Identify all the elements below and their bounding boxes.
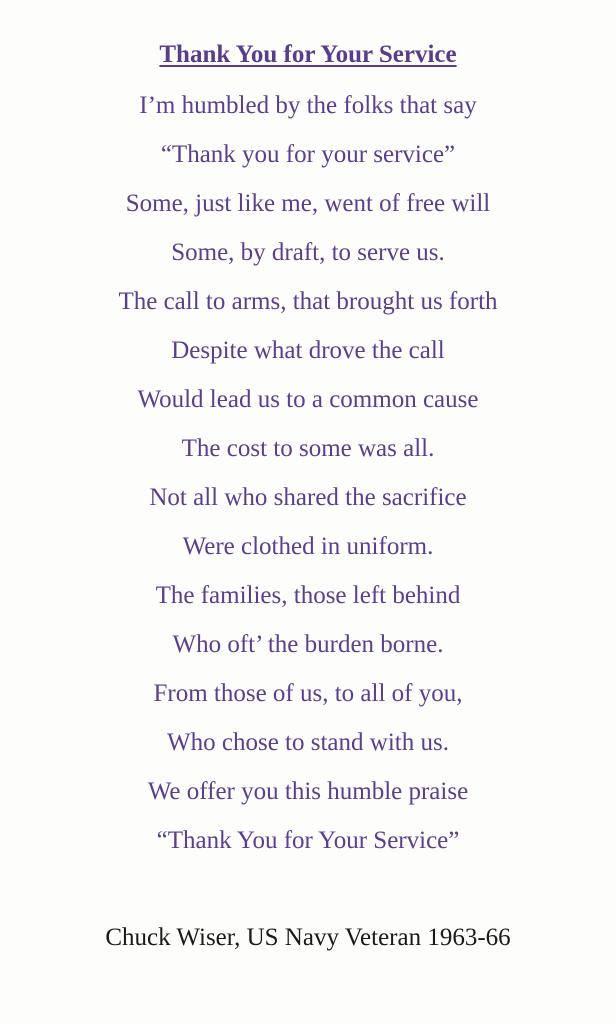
poem-line: The call to arms, that brought us forth bbox=[118, 288, 498, 315]
poem-line: Some, by draft, to serve us. bbox=[171, 239, 445, 266]
poem-line: “Thank you for your service” bbox=[160, 141, 456, 168]
poem-line: Despite what drove the call bbox=[171, 337, 445, 364]
poem-line: “Thank You for Your Service” bbox=[156, 827, 460, 854]
poem-line: Not all who shared the sacrifice bbox=[149, 484, 467, 511]
poem-title: Thank You for Your Service bbox=[159, 41, 457, 68]
poem-line: Would lead us to a common cause bbox=[137, 386, 479, 413]
poem-line: We offer you this humble praise bbox=[147, 778, 469, 805]
poem-body bbox=[0, 86, 616, 870]
poem-line: Who oft’ the burden borne. bbox=[172, 631, 444, 658]
poem-line: I’m humbled by the folks that say bbox=[139, 92, 477, 119]
poem-line: The cost to some was all. bbox=[181, 435, 435, 462]
poem-line: The families, those left behind bbox=[155, 582, 461, 609]
poem-line: Were clothed in uniform. bbox=[182, 533, 434, 560]
poem-line: From those of us, to all of you, bbox=[153, 680, 463, 707]
poem-line: Who chose to stand with us. bbox=[167, 729, 449, 756]
poem-line: Some, just like me, went of free will bbox=[125, 190, 491, 217]
author-signature: Chuck Wiser, US Navy Veteran 1963-66 bbox=[105, 924, 511, 951]
